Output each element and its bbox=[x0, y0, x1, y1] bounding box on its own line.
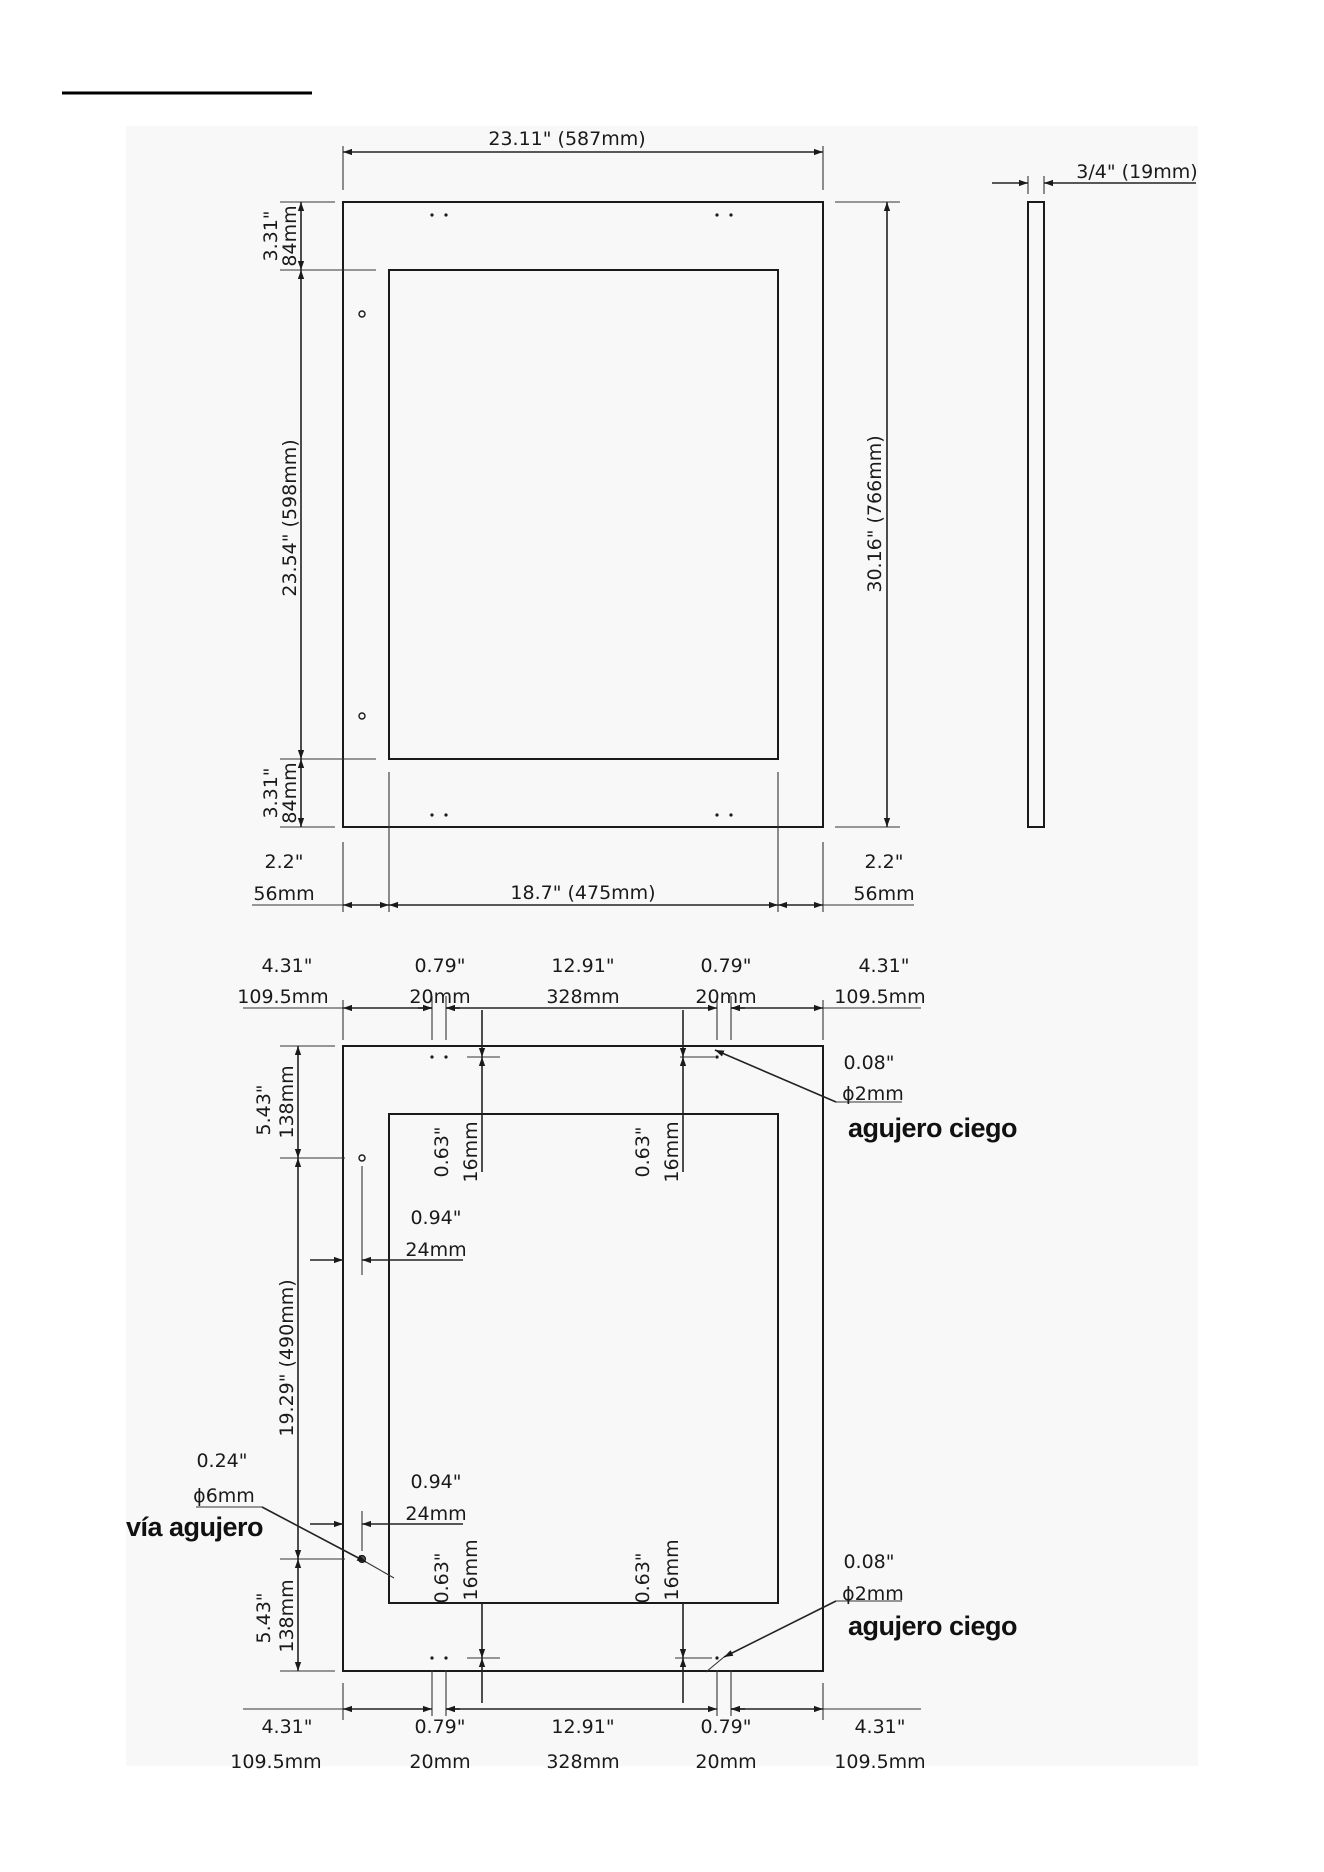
top-dim-4-mm: 20mm bbox=[695, 986, 757, 1008]
depth-top-right-in: 0.63" bbox=[632, 1126, 654, 1178]
rail-bottom-in: 3.31" bbox=[260, 767, 282, 819]
top-dim-5-mm: 109.5mm bbox=[834, 986, 926, 1008]
left-top-mm: 138mm bbox=[276, 1065, 298, 1139]
blind-top-in: 0.08" bbox=[843, 1052, 895, 1074]
bottom-dim-2-mm: 20mm bbox=[409, 1751, 471, 1773]
depth-bottom-left-in: 0.63" bbox=[431, 1552, 453, 1604]
depth-top-left-in: 0.63" bbox=[431, 1126, 453, 1178]
left-top-in: 5.43" bbox=[253, 1084, 275, 1136]
rail-bottom-mm: 84mm bbox=[279, 762, 301, 824]
through-hole-mm: ϕ6mm bbox=[193, 1485, 255, 1507]
through-hole-label: vía agujero bbox=[126, 1512, 264, 1542]
blind-bottom-label: agujero ciego bbox=[848, 1611, 1018, 1641]
offset-bottom-in: 0.94" bbox=[410, 1471, 462, 1493]
rail-top-mm: 84mm bbox=[279, 205, 301, 267]
hinge-spacing-label: 19.29" (490mm) bbox=[276, 1279, 298, 1437]
offset-bottom-mm: 24mm bbox=[405, 1503, 467, 1525]
depth-bottom-right-in: 0.63" bbox=[632, 1552, 654, 1604]
offset-top-mm: 24mm bbox=[405, 1239, 467, 1261]
top-dim-3-in: 12.91" bbox=[551, 955, 615, 977]
bottom-dim-5-in: 4.31" bbox=[854, 1716, 906, 1738]
blind-top-label: agujero ciego bbox=[848, 1113, 1018, 1143]
rail-top-in: 3.31" bbox=[260, 210, 282, 262]
bottom-dim-1-in: 4.31" bbox=[261, 1716, 313, 1738]
top-dim-5-in: 4.31" bbox=[858, 955, 910, 977]
stile-left-in: 2.2" bbox=[264, 851, 304, 873]
bottom-dim-3-in: 12.91" bbox=[551, 1716, 615, 1738]
depth-bottom-right-mm: 16mm bbox=[661, 1539, 683, 1601]
bottom-dim-4-mm: 20mm bbox=[695, 1751, 757, 1773]
blind-top-mm: ϕ2mm bbox=[842, 1083, 904, 1105]
depth-bottom-left-mm: 16mm bbox=[460, 1539, 482, 1601]
bottom-dim-3-mm: 328mm bbox=[546, 1751, 620, 1773]
depth-top-left-mm: 16mm bbox=[460, 1121, 482, 1183]
bottom-dim-2-in: 0.79" bbox=[414, 1716, 466, 1738]
stile-left-mm: 56mm bbox=[253, 883, 315, 905]
stile-right-mm: 56mm bbox=[853, 883, 915, 905]
blind-bottom-mm: ϕ2mm bbox=[842, 1583, 904, 1605]
top-dim-4-in: 0.79" bbox=[700, 955, 752, 977]
height-total-label: 30.16" (766mm) bbox=[864, 435, 886, 593]
offset-top-in: 0.94" bbox=[410, 1207, 462, 1229]
top-dim-3-mm: 328mm bbox=[546, 986, 620, 1008]
top-dim-1-mm: 109.5mm bbox=[237, 986, 329, 1008]
left-bottom-in: 5.43" bbox=[253, 1592, 275, 1644]
width-total-label: 23.11" (587mm) bbox=[488, 128, 646, 150]
through-hole-in: 0.24" bbox=[196, 1450, 248, 1472]
thickness-label: 3/4" (19mm) bbox=[1076, 161, 1198, 183]
left-bottom-mm: 138mm bbox=[276, 1579, 298, 1653]
bottom-dim-1-mm: 109.5mm bbox=[230, 1751, 322, 1773]
panel-width-label: 18.7" (475mm) bbox=[510, 882, 656, 904]
top-dim-2-mm: 20mm bbox=[409, 986, 471, 1008]
bottom-dim-4-in: 0.79" bbox=[700, 1716, 752, 1738]
stile-right-in: 2.2" bbox=[864, 851, 904, 873]
top-dim-1-in: 4.31" bbox=[261, 955, 313, 977]
top-dim-2-in: 0.79" bbox=[414, 955, 466, 977]
blind-bottom-in: 0.08" bbox=[843, 1551, 895, 1573]
panel-height-label: 23.54" (598mm) bbox=[279, 439, 301, 597]
bottom-dim-5-mm: 109.5mm bbox=[834, 1751, 926, 1773]
depth-top-right-mm: 16mm bbox=[661, 1121, 683, 1183]
